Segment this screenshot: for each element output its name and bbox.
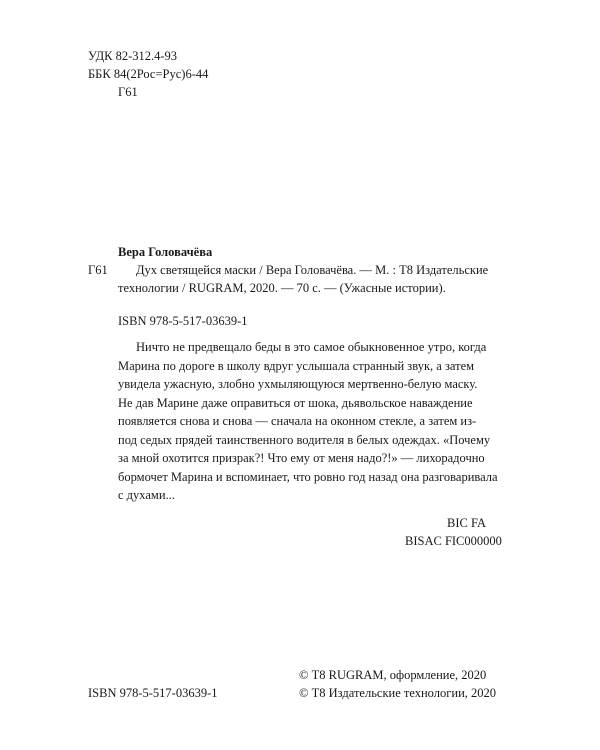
bisac-code: BISAC FIC000000 xyxy=(405,534,502,548)
isbn-footer: ISBN 978-5-517-03639-1 xyxy=(88,686,218,700)
isbn-entry: ISBN 978-5-517-03639-1 xyxy=(118,314,248,328)
description-line-2: технологии / RUGRAM, 2020. — 70 с. — (Ужасные истории). xyxy=(118,281,446,295)
description-line-1: Дух светящейся маски / Вера Головачёва. — М. : Т8 Издательские xyxy=(136,263,489,277)
copyright-publisher: © Т8 Издательские технологии, 2020 xyxy=(299,686,497,700)
annotation xyxy=(118,338,518,505)
bbk-code: ББК 84(2Рос=Рус)6-44 xyxy=(88,67,209,81)
udk-code: УДК 82-312.4-93 xyxy=(88,49,178,63)
author-mark-top: Г61 xyxy=(118,85,138,99)
annotation-line: появляется снова и снова — сначала на оконном стекле, а затем из- xyxy=(118,414,477,428)
copyright-design: © Т8 RUGRAM, оформление, 2020 xyxy=(299,668,487,682)
author-mark-entry: Г61 xyxy=(88,263,108,277)
annotation-line: Ничто не предвещало беды в это самое обыкновенное утро, когда xyxy=(136,340,487,354)
annotation-line: за мной охотится призрак?! Что ему от меня надо?!» — лихорадочно xyxy=(118,451,485,465)
annotation-line: под седых прядей таинственного водителя в белых одеждах. «Почему xyxy=(118,432,491,447)
annotation-line: Не дав Марине даже оправиться от шока, дьявольское наваждение xyxy=(118,395,473,410)
author-name: Вера Головачёва xyxy=(118,245,213,259)
annotation-line: бормочет Марина и вспоминает, что ровно год назад она разговаривала xyxy=(118,469,498,484)
bic-code: BIC FA xyxy=(447,516,487,530)
annotation-line: Марина по дороге в школу вдруг услышала странный звук, а затем xyxy=(118,358,475,373)
annotation-line: с духами... xyxy=(118,488,175,502)
annotation-line: увидела ужасную, злобно ухмыляющуюся мертвенно-белую маску. xyxy=(118,377,478,391)
